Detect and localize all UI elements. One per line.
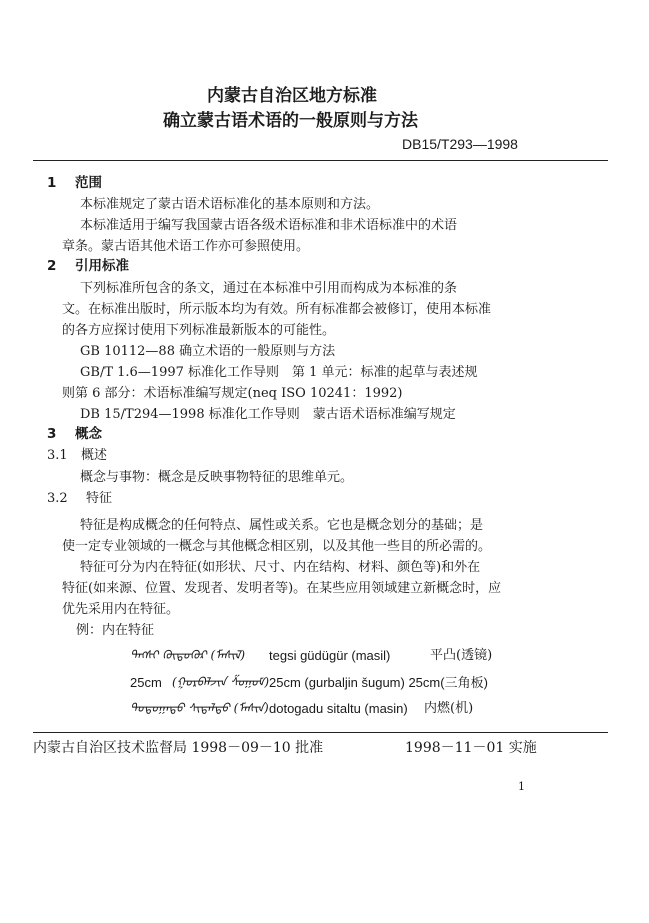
example-3-mongolian: ᠳᠣᠲᠣᠭᠠᠳᠤ ᠰᠢᠲᠠᠯᠲᠤ (ᠮᠠᠰᠢᠨ) xyxy=(130,701,269,715)
header-rule xyxy=(33,160,608,161)
reference-2-line1: GB/T 1.6—1997 标准化工作导则 第 1 单元：标准的起草与表述规 xyxy=(80,365,478,380)
section-2-paragraph-line2: 文。在标准出版时，所示版本均为有效。所有标准都会被修订，使用本标准 xyxy=(62,302,492,317)
standard-code: DB15/T293—1998 xyxy=(402,136,518,152)
section-3-1-title: 概述 xyxy=(81,448,108,463)
example-2-prefix: 25cm xyxy=(130,675,162,690)
approval-statement: 内蒙古自治区技术监督局 1998－09－10 批准 xyxy=(33,740,324,756)
example-3-latin: dotogadu sitaltu (masin) xyxy=(269,701,408,716)
section-2-heading: 引用标准 xyxy=(75,258,129,274)
example-3-chinese: 内燃(机) xyxy=(424,701,474,716)
example-2-latin-chinese: 25cm (gurbaljin šugum) 25cm(三角板) xyxy=(269,675,488,690)
footer-rule xyxy=(33,732,608,733)
section-1-number: 1 xyxy=(47,175,57,191)
reference-2-line2: 则第 6 部分：术语标准编写规定(neq ISO 10241：1992) xyxy=(62,386,403,401)
section-3-2-paragraph-2-line1: 特征可分为内在特征(如形状、尺寸、内在结构、材料、颜色等)和外在 xyxy=(80,560,481,575)
section-1-paragraph-1: 本标准规定了蒙古语术语标准化的基本原则和方法。 xyxy=(80,197,380,212)
page-number: 1 xyxy=(518,780,525,793)
effective-date: 1998－11－01 实施 xyxy=(405,740,537,756)
example-label: 例：内在特征 xyxy=(76,623,155,638)
section-3-1-number: 3.1 xyxy=(47,448,68,463)
section-3-2-number: 3.2 xyxy=(47,491,68,506)
section-2-paragraph-line3: 的各方应探讨使用下列标准最新版本的可能性。 xyxy=(62,323,336,338)
section-3-number: 3 xyxy=(47,426,57,442)
section-3-2-title: 特征 xyxy=(86,491,113,506)
example-1-mongolian: ᠲᠡᠭᠰᠢ ᠭᠦᠳᠦᠭᠦᠷ (ᠮᠠᠰᠢᠯ) xyxy=(130,648,246,662)
section-3-2-paragraph-2-line2: 特征(如来源、位置、发现者、发明者等)。在某些应用领域建立新概念时，应 xyxy=(62,581,502,596)
section-3-2-paragraph-1-line1: 特征是构成概念的任何特点、属性或关系。它也是概念划分的基础；是 xyxy=(80,518,484,533)
section-2-number: 2 xyxy=(47,258,57,274)
section-3-2-paragraph-1-line2: 使一定专业领域的一概念与其他概念相区别，以及其他一些目的所必需的。 xyxy=(62,539,492,554)
title-line1: 内蒙古自治区地方标准 xyxy=(207,86,377,106)
section-3-2-paragraph-2-line3: 优先采用内在特征。 xyxy=(62,602,180,617)
section-1-paragraph-2-line1: 本标准适用于编写我国蒙古语各级术语标准和非术语标准中的术语 xyxy=(80,218,458,233)
example-1-latin: tegsi güdügür (masil) xyxy=(269,648,391,663)
example-2-mongolian: (ᠭᠤᠷᠪᠠᠯᠵᠢᠨ ᠱᠤᠭᠤᠮ) xyxy=(172,675,270,689)
section-1-heading: 范围 xyxy=(75,175,102,191)
section-2-paragraph-line1: 下列标准所包含的条文，通过在本标准中引用而构成为本标准的条 xyxy=(80,281,458,296)
reference-3: DB 15/T294—1998 标准化工作导则 蒙古语术语标准编写规定 xyxy=(80,407,456,422)
example-1-chinese: 平凸(透镜) xyxy=(430,648,493,663)
reference-1: GB 10112—88 确立术语的一般原则与方法 xyxy=(80,344,336,359)
section-3-1-paragraph: 概念与事物：概念是反映事物特征的思维单元。 xyxy=(80,470,354,485)
section-1-paragraph-2-line2: 章条。蒙古语其他术语工作亦可参照使用。 xyxy=(62,239,310,254)
section-3-heading: 概念 xyxy=(75,426,102,442)
title-line2: 确立蒙古语术语的一般原则与方法 xyxy=(163,111,418,131)
